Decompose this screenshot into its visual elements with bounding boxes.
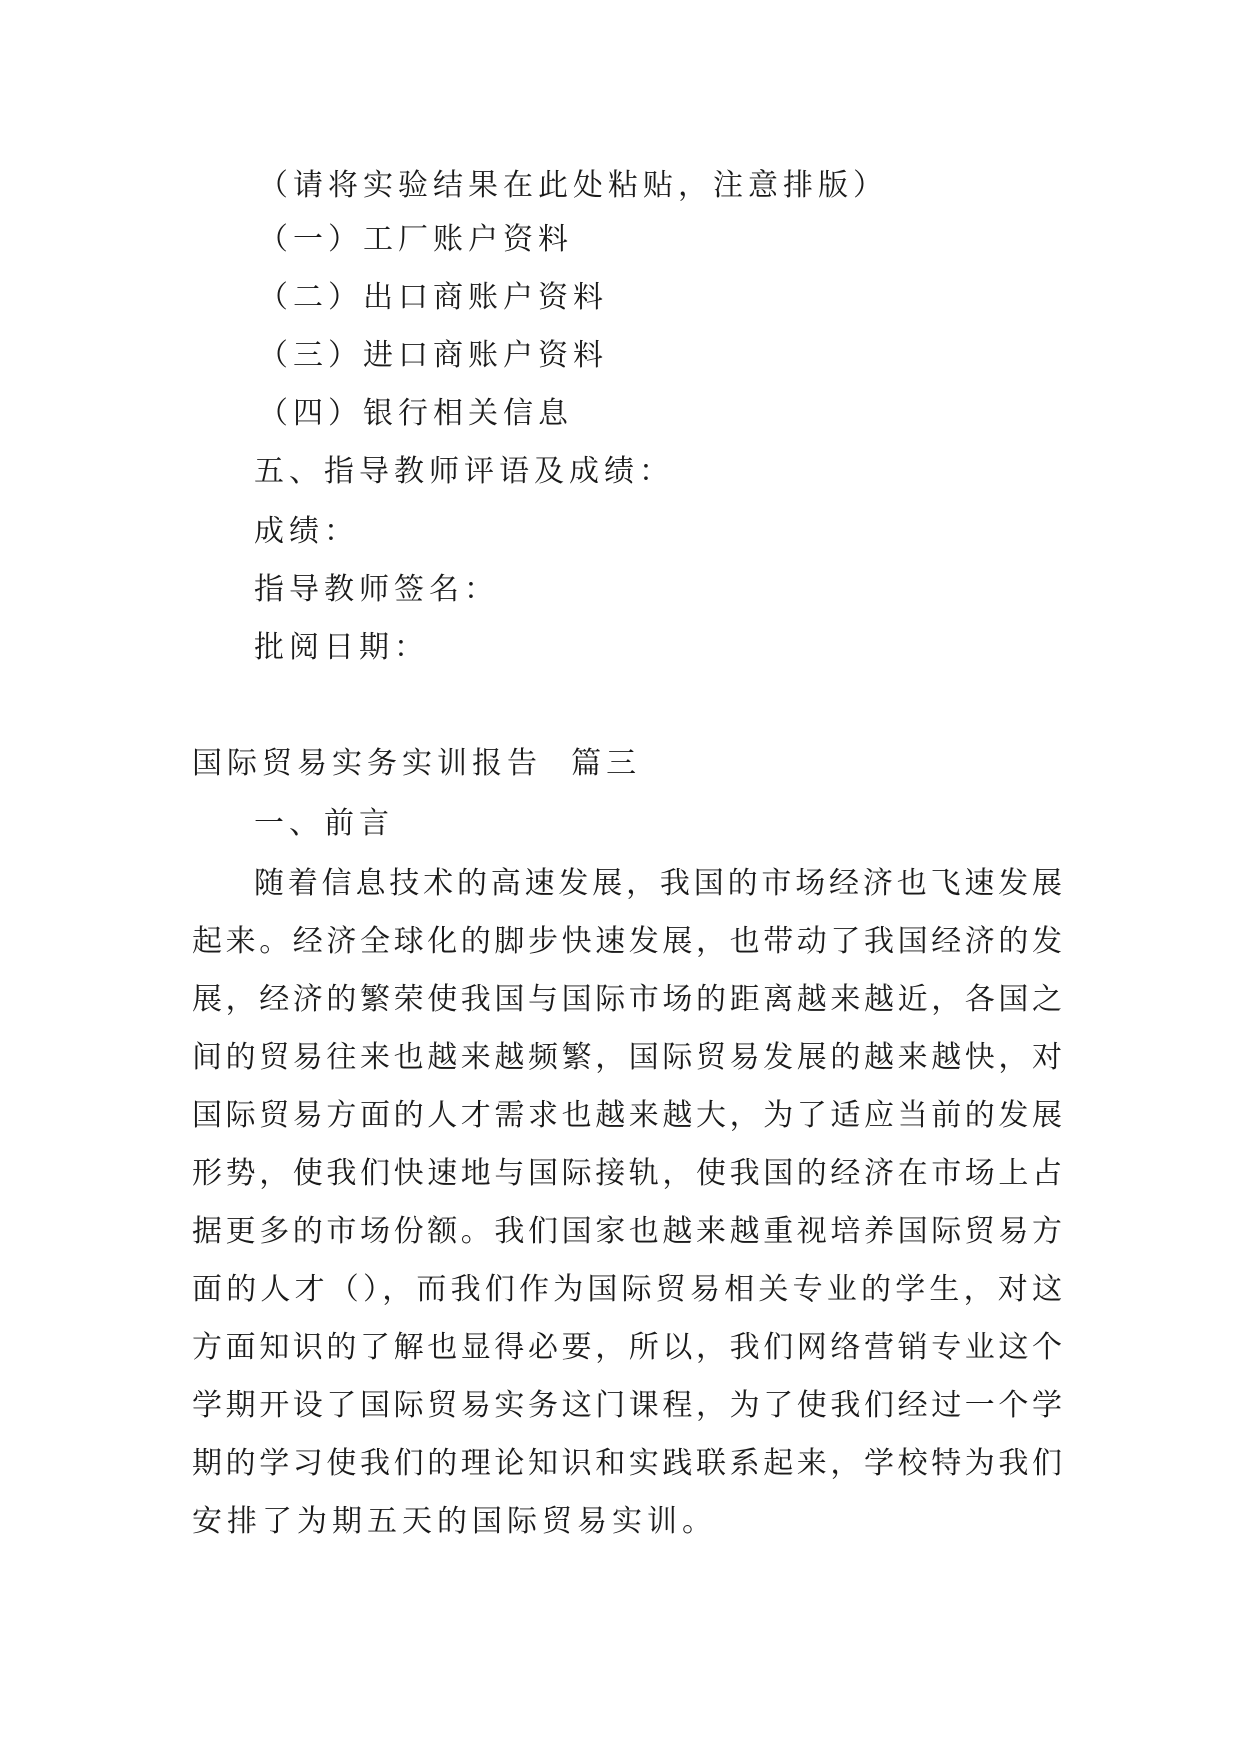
- signature-label: 指导教师签名：: [254, 572, 499, 607]
- list-item-importer-account: （三）进口商账户资料: [258, 338, 608, 373]
- paragraph-line: 国际贸易方面的人才需求也越来越大，为了适应当前的发展: [192, 1098, 1062, 1133]
- paragraph-line: 起来。经济全球化的脚步快速发展，也带动了我国经济的发: [192, 924, 1062, 959]
- paragraph-line: 期的学习使我们的理论知识和实践联系起来，学校特为我们: [192, 1446, 1062, 1481]
- paragraph-line: 面的人才（），而我们作为国际贸易相关专业的学生，对这: [192, 1272, 1062, 1307]
- section-subheading: 一、前言: [254, 806, 394, 841]
- section-title: 国际贸易实务实训报告 篇三: [192, 746, 642, 781]
- paste-instruction: （请将实验结果在此处粘贴，注意排版）: [258, 168, 888, 203]
- paragraph-line: 随着信息技术的高速发展，我国的市场经济也飞速发展: [254, 866, 1062, 901]
- list-item-factory-account: （一）工厂账户资料: [258, 222, 573, 257]
- list-item-bank-info: （四）银行相关信息: [258, 396, 573, 431]
- list-item-exporter-account: （二）出口商账户资料: [258, 280, 608, 315]
- review-date-label: 批阅日期：: [254, 630, 429, 665]
- score-label: 成绩：: [254, 514, 359, 549]
- paragraph-line: 展，经济的繁荣使我国与国际市场的距离越来越近，各国之: [192, 982, 1062, 1017]
- paragraph-line: 安排了为期五天的国际贸易实训。: [192, 1504, 717, 1539]
- paragraph-line: 学期开设了国际贸易实务这门课程，为了使我们经过一个学: [192, 1388, 1062, 1423]
- paragraph-line: 方面知识的了解也显得必要，所以，我们网络营销专业这个: [192, 1330, 1062, 1365]
- paragraph-line: 间的贸易往来也越来越频繁，国际贸易发展的越来越快，对: [192, 1040, 1062, 1075]
- paragraph-line: 据更多的市场份额。我们国家也越来越重视培养国际贸易方: [192, 1214, 1062, 1249]
- comment-heading: 五、指导教师评语及成绩：: [254, 454, 674, 489]
- paragraph-line: 形势，使我们快速地与国际接轨，使我国的经济在市场上占: [192, 1156, 1062, 1191]
